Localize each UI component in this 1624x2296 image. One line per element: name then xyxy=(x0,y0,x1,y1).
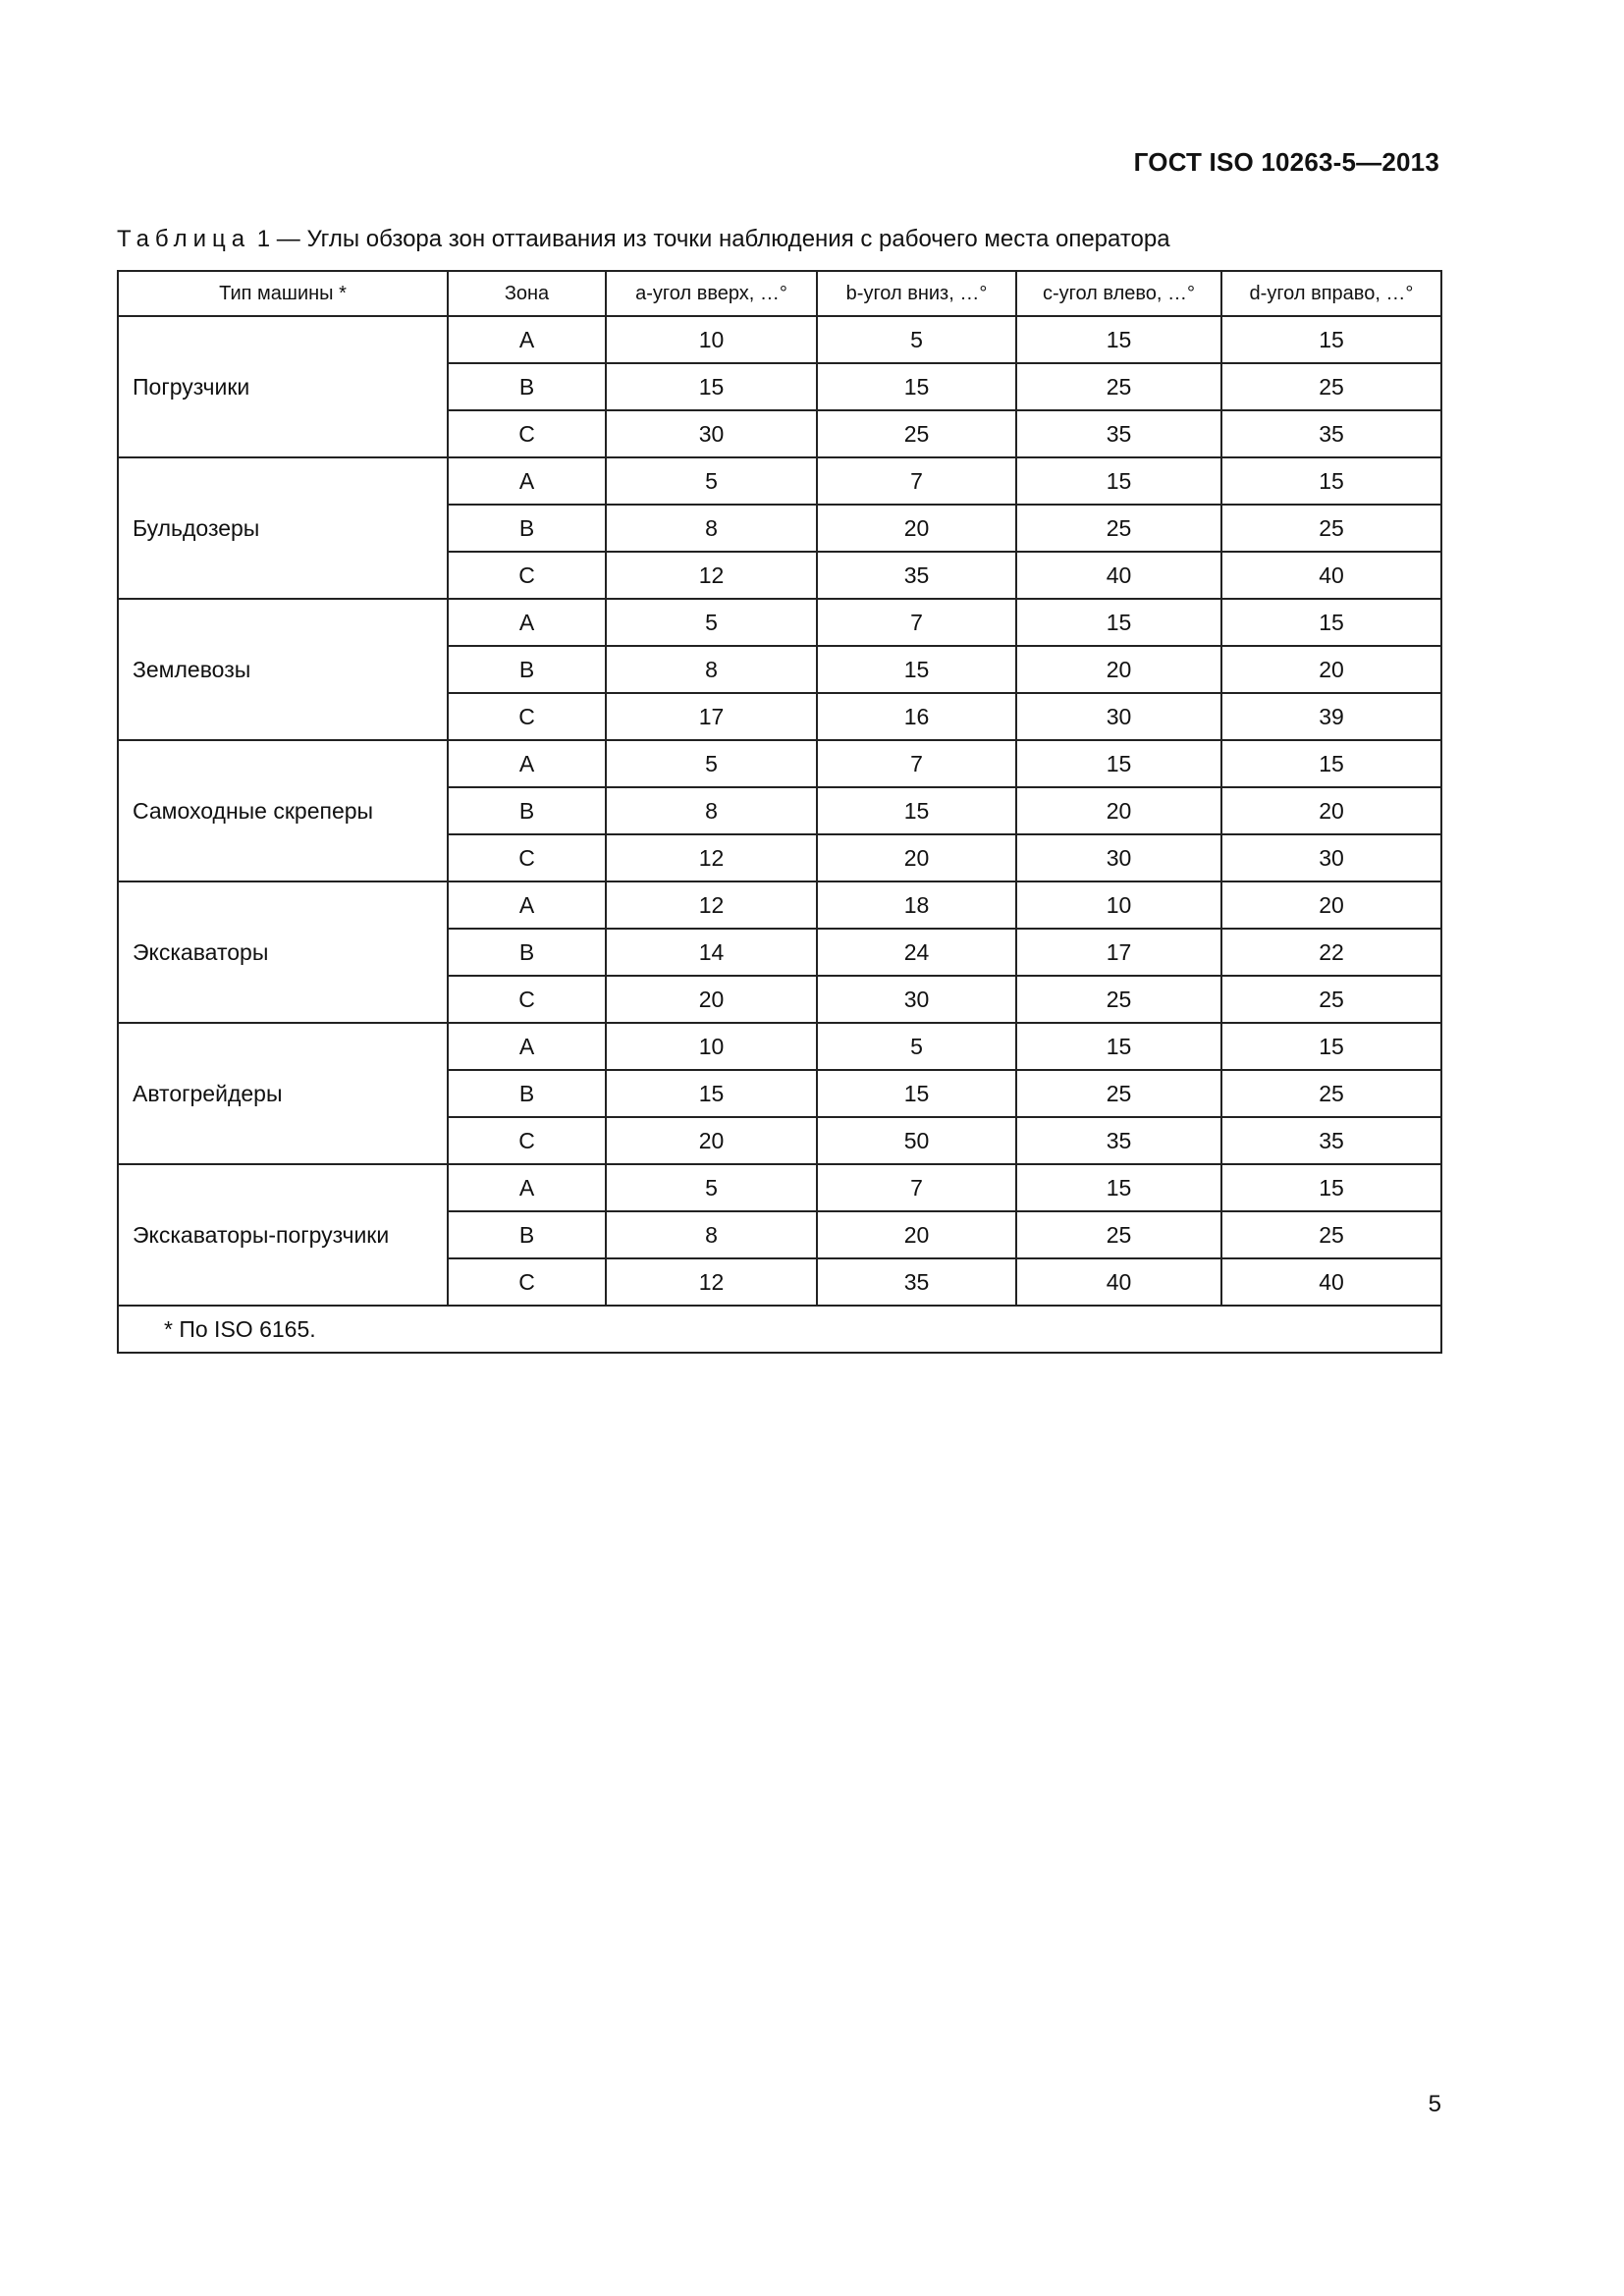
angle-down-cell: 7 xyxy=(817,457,1016,505)
angle-left-cell: 35 xyxy=(1016,410,1221,457)
angle-up-cell: 12 xyxy=(606,834,817,881)
machine-type-cell: Самоходные скреперы xyxy=(118,740,448,881)
angle-right-cell: 15 xyxy=(1221,457,1441,505)
angle-right-cell: 22 xyxy=(1221,929,1441,976)
table-row xyxy=(118,881,1441,929)
angle-left-cell: 25 xyxy=(1016,976,1221,1023)
angle-up-cell: 8 xyxy=(606,1211,817,1258)
angle-left-cell: 25 xyxy=(1016,505,1221,552)
column-header-angle-right: d-угол вправо, …° xyxy=(1221,271,1441,316)
zone-cell: A xyxy=(448,1164,606,1211)
angle-left-cell: 30 xyxy=(1016,693,1221,740)
zone-cell: B xyxy=(448,929,606,976)
angle-up-cell: 5 xyxy=(606,599,817,646)
angle-left-cell: 40 xyxy=(1016,1258,1221,1306)
angle-right-cell: 15 xyxy=(1221,1023,1441,1070)
viewing-angles-table xyxy=(117,270,1442,1354)
angle-down-cell: 20 xyxy=(817,1211,1016,1258)
zone-cell: B xyxy=(448,1211,606,1258)
angle-up-cell: 14 xyxy=(606,929,817,976)
angle-left-cell: 10 xyxy=(1016,881,1221,929)
column-header-zone: Зона xyxy=(448,271,606,316)
zone-cell: B xyxy=(448,1070,606,1117)
angle-left-cell: 25 xyxy=(1016,1070,1221,1117)
angle-up-cell: 12 xyxy=(606,881,817,929)
zone-cell: A xyxy=(448,457,606,505)
table-row xyxy=(118,740,1441,787)
angle-right-cell: 20 xyxy=(1221,787,1441,834)
angle-down-cell: 5 xyxy=(817,1023,1016,1070)
angle-down-cell: 35 xyxy=(817,552,1016,599)
column-header-angle-down: b-угол вниз, …° xyxy=(817,271,1016,316)
angle-right-cell: 40 xyxy=(1221,1258,1441,1306)
angle-down-cell: 20 xyxy=(817,834,1016,881)
angle-left-cell: 20 xyxy=(1016,646,1221,693)
angle-up-cell: 8 xyxy=(606,787,817,834)
angle-right-cell: 35 xyxy=(1221,1117,1441,1164)
angle-right-cell: 35 xyxy=(1221,410,1441,457)
angle-left-cell: 15 xyxy=(1016,316,1221,363)
angle-up-cell: 5 xyxy=(606,1164,817,1211)
angle-up-cell: 17 xyxy=(606,693,817,740)
zone-cell: C xyxy=(448,834,606,881)
angle-right-cell: 15 xyxy=(1221,1164,1441,1211)
angle-left-cell: 25 xyxy=(1016,363,1221,410)
angle-left-cell: 15 xyxy=(1016,1023,1221,1070)
zone-cell: C xyxy=(448,976,606,1023)
zone-cell: C xyxy=(448,693,606,740)
table-header-row xyxy=(118,271,1441,316)
angle-down-cell: 7 xyxy=(817,1164,1016,1211)
column-header-angle-left: c-угол влево, …° xyxy=(1016,271,1221,316)
angle-left-cell: 20 xyxy=(1016,787,1221,834)
table-row xyxy=(118,457,1441,505)
angle-left-cell: 40 xyxy=(1016,552,1221,599)
table-row xyxy=(118,1023,1441,1070)
angle-down-cell: 25 xyxy=(817,410,1016,457)
zone-cell: A xyxy=(448,1023,606,1070)
machine-type-cell: Погрузчики xyxy=(118,316,448,457)
footnote-row xyxy=(118,1306,1441,1353)
angle-up-cell: 15 xyxy=(606,1070,817,1117)
angle-right-cell: 15 xyxy=(1221,316,1441,363)
angle-left-cell: 30 xyxy=(1016,834,1221,881)
zone-cell: C xyxy=(448,410,606,457)
angle-up-cell: 10 xyxy=(606,1023,817,1070)
angle-up-cell: 20 xyxy=(606,1117,817,1164)
zone-cell: A xyxy=(448,881,606,929)
angle-left-cell: 25 xyxy=(1016,1211,1221,1258)
angle-left-cell: 15 xyxy=(1016,599,1221,646)
angle-right-cell: 25 xyxy=(1221,1070,1441,1117)
angle-down-cell: 15 xyxy=(817,646,1016,693)
angle-up-cell: 8 xyxy=(606,505,817,552)
table-footnote: * По ISO 6165. xyxy=(118,1306,1441,1353)
angle-up-cell: 30 xyxy=(606,410,817,457)
angle-down-cell: 15 xyxy=(817,363,1016,410)
machine-type-cell: Экскаваторы-погрузчики xyxy=(118,1164,448,1306)
angle-up-cell: 10 xyxy=(606,316,817,363)
angle-down-cell: 16 xyxy=(817,693,1016,740)
angle-right-cell: 25 xyxy=(1221,1211,1441,1258)
angle-down-cell: 15 xyxy=(817,1070,1016,1117)
zone-cell: C xyxy=(448,1258,606,1306)
column-header-machine-type: Тип машины * xyxy=(118,271,448,316)
zone-cell: C xyxy=(448,1117,606,1164)
machine-type-cell: Экскаваторы xyxy=(118,881,448,1023)
angle-up-cell: 20 xyxy=(606,976,817,1023)
zone-cell: A xyxy=(448,740,606,787)
angle-right-cell: 25 xyxy=(1221,363,1441,410)
angle-up-cell: 8 xyxy=(606,646,817,693)
angle-down-cell: 20 xyxy=(817,505,1016,552)
machine-type-cell: Автогрейдеры xyxy=(118,1023,448,1164)
angle-down-cell: 18 xyxy=(817,881,1016,929)
angle-right-cell: 25 xyxy=(1221,976,1441,1023)
zone-cell: A xyxy=(448,316,606,363)
angle-up-cell: 15 xyxy=(606,363,817,410)
page-number: 5 xyxy=(1428,2091,1441,2117)
angle-right-cell: 15 xyxy=(1221,740,1441,787)
column-header-angle-up: a-угол вверх, …° xyxy=(606,271,817,316)
angle-right-cell: 30 xyxy=(1221,834,1441,881)
zone-cell: B xyxy=(448,787,606,834)
angle-right-cell: 20 xyxy=(1221,646,1441,693)
angle-left-cell: 17 xyxy=(1016,929,1221,976)
angle-down-cell: 7 xyxy=(817,740,1016,787)
table-row xyxy=(118,316,1441,363)
angle-down-cell: 24 xyxy=(817,929,1016,976)
machine-type-cell: Землевозы xyxy=(118,599,448,740)
angle-left-cell: 35 xyxy=(1016,1117,1221,1164)
angle-down-cell: 35 xyxy=(817,1258,1016,1306)
angle-up-cell: 12 xyxy=(606,552,817,599)
zone-cell: A xyxy=(448,599,606,646)
angle-down-cell: 30 xyxy=(817,976,1016,1023)
angle-right-cell: 39 xyxy=(1221,693,1441,740)
angle-up-cell: 12 xyxy=(606,1258,817,1306)
table-row xyxy=(118,599,1441,646)
machine-type-cell: Бульдозеры xyxy=(118,457,448,599)
angle-down-cell: 5 xyxy=(817,316,1016,363)
angle-left-cell: 15 xyxy=(1016,1164,1221,1211)
angle-down-cell: 50 xyxy=(817,1117,1016,1164)
zone-cell: B xyxy=(448,363,606,410)
table-row xyxy=(118,1164,1441,1211)
document-code: ГОСТ ISO 10263-5—2013 xyxy=(1133,147,1439,177)
angle-up-cell: 5 xyxy=(606,457,817,505)
zone-cell: B xyxy=(448,505,606,552)
zone-cell: B xyxy=(448,646,606,693)
angle-right-cell: 25 xyxy=(1221,505,1441,552)
table-caption-label: Таблица xyxy=(117,226,251,252)
table-caption xyxy=(117,226,1170,253)
angle-right-cell: 15 xyxy=(1221,599,1441,646)
angle-down-cell: 15 xyxy=(817,787,1016,834)
angle-right-cell: 40 xyxy=(1221,552,1441,599)
angle-right-cell: 20 xyxy=(1221,881,1441,929)
angle-left-cell: 15 xyxy=(1016,740,1221,787)
zone-cell: C xyxy=(448,552,606,599)
angle-left-cell: 15 xyxy=(1016,457,1221,505)
angle-up-cell: 5 xyxy=(606,740,817,787)
table-body xyxy=(118,316,1441,1306)
table-caption-text: 1 — Углы обзора зон оттаивания из точки наблюдения с рабочего места оператора xyxy=(256,226,1170,252)
angle-down-cell: 7 xyxy=(817,599,1016,646)
